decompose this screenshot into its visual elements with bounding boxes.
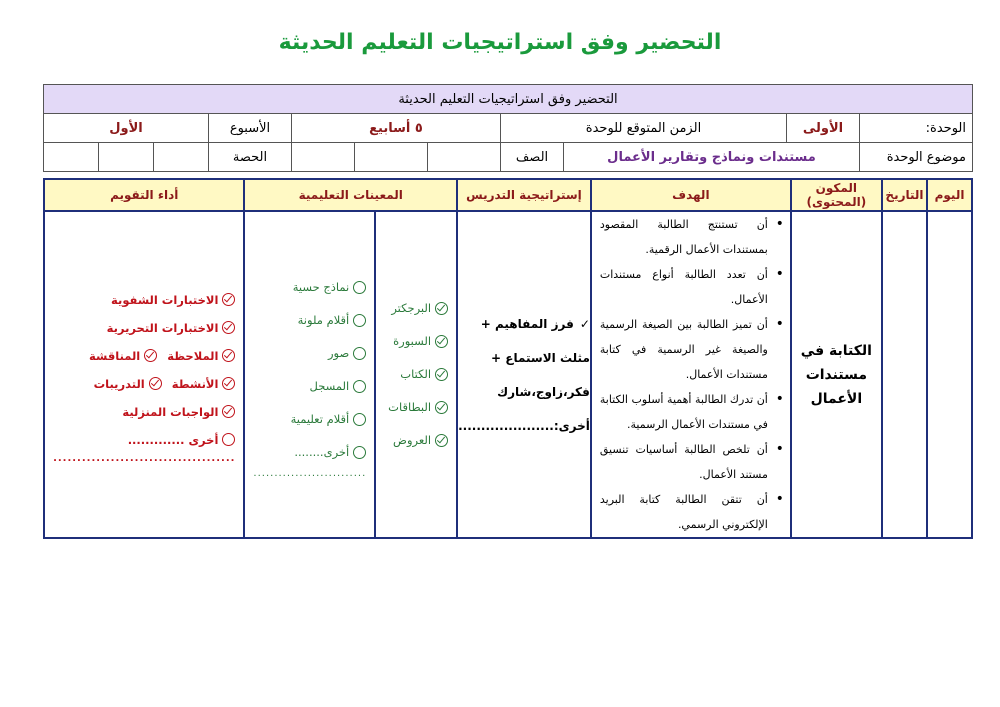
header-strategy: إستراتيجية التدريس: [457, 179, 591, 211]
unit-value: الأولى: [787, 114, 860, 143]
grade-cell-1: [428, 143, 501, 172]
goals-cell: [591, 211, 791, 538]
check-circle-icon: [435, 401, 448, 414]
strategy-item: فرز المفاهيم +: [480, 316, 574, 331]
aid-option[interactable]: صور: [253, 337, 366, 370]
grade-cell-3: [292, 143, 355, 172]
goal-item: • أن تتقن الطالبة كتابة البريد الإلكتروني الرسمي.: [600, 487, 768, 537]
check-circle-icon: [435, 335, 448, 348]
info-table: [43, 84, 973, 172]
aid-item[interactable]: العروض: [384, 424, 448, 457]
unit-label: الوحدة:: [860, 114, 973, 143]
check-circle-icon: [435, 368, 448, 381]
aid-option[interactable]: أقلام تعليمية: [253, 403, 366, 436]
header-aids: المعينات التعليمية: [244, 179, 457, 211]
period-cell-2: [99, 143, 154, 172]
check-icon: ✓: [579, 316, 590, 331]
period-cell-1: [154, 143, 209, 172]
week-value: الأول: [44, 114, 209, 143]
aids-dots: ...........................: [253, 467, 367, 479]
radio-circle-icon: [353, 380, 366, 393]
unit-topic-value: مستندات ونماذج وتقارير الأعمال: [564, 143, 860, 172]
aid-option[interactable]: أقلام ملونة: [253, 304, 366, 337]
radio-circle-icon: [353, 413, 366, 426]
eval-item[interactable]: الاختبارات التحريرية: [53, 314, 235, 342]
radio-circle-icon: [353, 314, 366, 327]
aid-item[interactable]: البرجكتر: [384, 292, 448, 325]
check-circle-icon: [222, 349, 235, 362]
goal-item: • أن تلخص الطالبة أساسيات تنسيق مستند الأعمال.: [600, 437, 768, 487]
period-label: الحصة: [209, 143, 292, 172]
header-goal: الهدف: [591, 179, 791, 211]
info-band-title: التحضير وفق استراتيجيات التعليم الحديثة: [44, 85, 973, 114]
strategy-cell: [457, 211, 591, 538]
aids-checked-cell: [375, 211, 457, 538]
aid-option[interactable]: نماذج حسية: [253, 271, 366, 304]
grade-label: الصف: [501, 143, 564, 172]
evaluation-cell: [44, 211, 244, 538]
aid-item[interactable]: الكتاب: [384, 358, 448, 391]
period-cell-3: [44, 143, 99, 172]
goal-item: • أن تميز الطالبة بين الصيغة الرسمية والصيغة غير الرسمية في كتابة مستندات الأعمال.: [600, 312, 768, 387]
aid-item[interactable]: البطاقات: [384, 391, 448, 424]
check-circle-icon: [222, 405, 235, 418]
aid-option[interactable]: أخرى........: [253, 436, 366, 469]
date-cell: [882, 211, 927, 538]
aids-options-cell: [244, 211, 375, 538]
check-circle-icon: [435, 434, 448, 447]
radio-circle-icon: [353, 347, 366, 360]
grade-cell-2: [355, 143, 428, 172]
header-content: المكون (المحتوى): [791, 179, 882, 211]
expected-time-value: ٥ أسابيع: [292, 114, 501, 143]
check-circle-icon: [144, 349, 157, 362]
check-circle-icon: [222, 377, 235, 390]
aid-item[interactable]: السبورة: [384, 325, 448, 358]
strategy-item: أخرى:.....................: [458, 418, 590, 433]
check-circle-icon: [149, 377, 162, 390]
page-title: التحضير وفق استراتيجيات التعليم الحديثة: [278, 30, 722, 55]
eval-item[interactable]: الأنشطة التدريبات: [53, 370, 235, 398]
header-day: اليوم: [927, 179, 972, 211]
radio-circle-icon: [353, 446, 366, 459]
eval-item[interactable]: الواجبات المنزلية: [53, 398, 235, 426]
aid-option[interactable]: المسجل: [253, 370, 366, 403]
strategy-item: مثلث الاستماع +: [491, 350, 590, 365]
goal-item: • أن تعدد الطالبة أنواع مستندات الأعمال.: [600, 262, 768, 312]
goal-item: • أن تدرك الطالبة أهمية أسلوب الكتابة في مستندات الأعمال الرسمية.: [600, 387, 768, 437]
unit-topic-label: موضوع الوحدة: [860, 143, 973, 172]
header-date: التاريخ: [882, 179, 927, 211]
eval-item[interactable]: الاختبارات الشفوية: [53, 286, 235, 314]
eval-item[interactable]: أخرى .............: [53, 426, 235, 454]
strategy-item: فكر،زاوج،شارك: [497, 384, 590, 399]
content-cell: الكتابة في مستندات الأعمال: [791, 211, 882, 538]
day-cell: [927, 211, 972, 538]
check-circle-icon: [222, 321, 235, 334]
radio-circle-icon: [222, 433, 235, 446]
eval-item[interactable]: الملاحظة المناقشة: [53, 342, 235, 370]
lesson-plan-table: [43, 178, 973, 539]
expected-time-label: الزمن المتوقع للوحدة: [501, 114, 787, 143]
eval-dots: ......................................: [53, 452, 236, 464]
check-circle-icon: [435, 302, 448, 315]
radio-circle-icon: [353, 281, 366, 294]
header-evaluation: أداء التقويم: [44, 179, 244, 211]
check-circle-icon: [222, 293, 235, 306]
goal-item: • أن تستنتج الطالبة المقصود بمستندات الأعمال الرقمية.: [600, 212, 768, 262]
week-label: الأسبوع: [209, 114, 292, 143]
